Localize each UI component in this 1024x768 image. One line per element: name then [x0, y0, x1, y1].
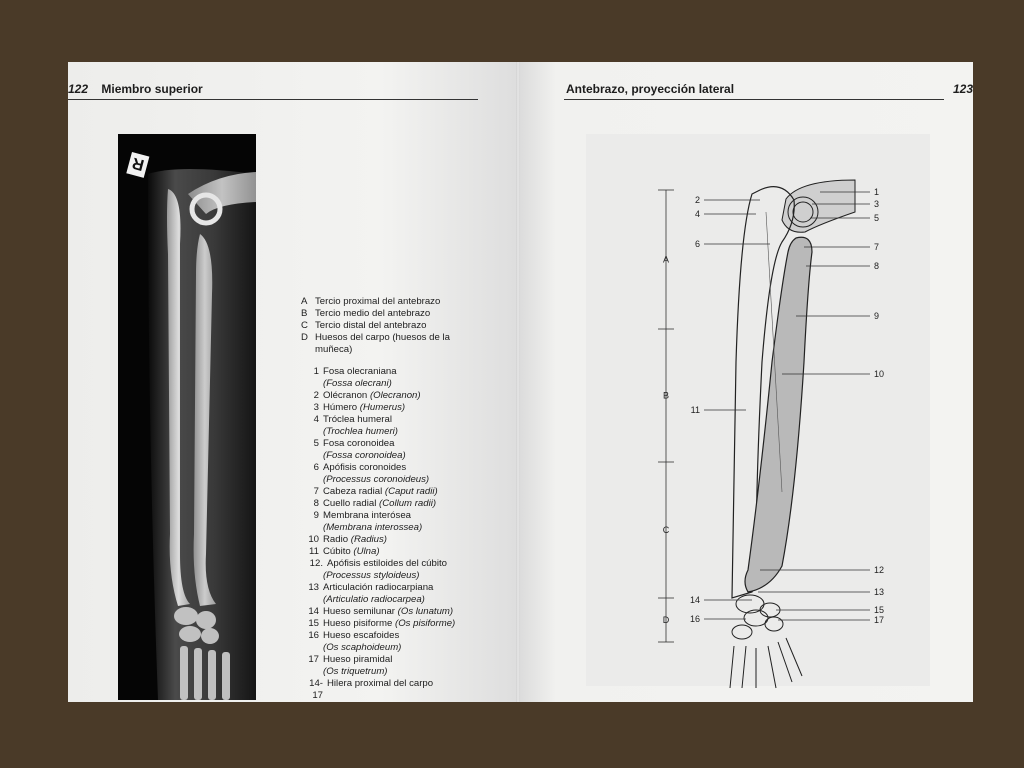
- legend-letter-row: [301, 320, 511, 332]
- legend-number-latin: (Os lunatum): [397, 606, 454, 617]
- legend-number-name: Hueso escafoides: [323, 630, 400, 641]
- callout-right-5: 5: [874, 213, 880, 223]
- legend-number-row: [301, 438, 511, 450]
- legend-number-key: 1: [313, 366, 319, 377]
- legend-number-text: [323, 486, 511, 498]
- legend-letter-cont: [301, 344, 511, 356]
- callout-right-12: 12: [874, 565, 885, 575]
- callout-right-1: 1: [874, 187, 880, 197]
- legend-number-name: Fosa olecraniana: [323, 366, 397, 377]
- legend-number-latin: (Radius): [350, 534, 388, 545]
- legend-number-latin: (Olecranon): [369, 390, 421, 401]
- callout-right-8: 8: [874, 261, 880, 271]
- legend-number-key: 15: [308, 618, 319, 629]
- legend-number-text: [323, 498, 511, 510]
- right-page: [520, 62, 973, 702]
- legend-number-text: [323, 462, 511, 474]
- legend-number-latin: (Articulatio radiocarpea): [323, 594, 425, 605]
- legend-number-latin: (Processus styloideus): [323, 570, 420, 581]
- legend-number-name: Articulación radiocarpiana: [323, 582, 434, 593]
- callout-left-14: 14: [689, 595, 700, 605]
- right-section-title: Antebrazo, proyección lateral: [566, 82, 735, 96]
- segment-label-c: C: [662, 525, 670, 535]
- legend-number-name: Cúbito: [323, 546, 351, 557]
- legend-number-row: [301, 606, 511, 618]
- legend-number-name: Cabeza radial: [323, 486, 383, 497]
- legend-number-name: Radio: [323, 534, 349, 545]
- legend-number-name: Hueso piramidal: [323, 654, 393, 665]
- legend-number-key: 13: [308, 582, 319, 593]
- legend-number-row: [301, 546, 511, 558]
- legend-letter-text: Tercio distal del antebrazo: [315, 320, 427, 331]
- legend-letter-row: [301, 296, 511, 308]
- legend-letter-text: Tercio proximal del antebrazo: [315, 296, 441, 307]
- callout-left-4: 4: [694, 209, 700, 219]
- legend-number-row: [301, 414, 511, 426]
- legend-number-latin: (Collum radii): [379, 498, 437, 509]
- legend-number-name: Membrana interósea: [323, 510, 411, 521]
- xray-side-marker: R: [130, 153, 147, 174]
- legend-number-latin: (Membrana interossea): [323, 522, 423, 533]
- callout-left-16: 16: [689, 614, 700, 624]
- legend-number-name: Tróclea humeral: [323, 414, 392, 425]
- legend-number-key: 16: [308, 630, 319, 641]
- legend-number-name: Cuello radial: [323, 498, 377, 509]
- legend-number-key: 10: [308, 534, 319, 545]
- legend-number-text: [323, 546, 511, 558]
- callout-right-13: 13: [874, 587, 885, 597]
- callout-right-15: 15: [874, 605, 885, 615]
- legend-number-name: Hilera proximal del carpo: [327, 678, 434, 689]
- legend-number-text: [323, 534, 511, 546]
- left-page-header: [68, 82, 203, 96]
- legend-number-row: [301, 366, 511, 378]
- legend-number-key: 4: [313, 414, 319, 425]
- legend-number-latin: (Caput radii): [384, 486, 438, 497]
- legend-letter-key: A: [301, 296, 308, 307]
- legend-number-text: [323, 630, 511, 642]
- legend-number-row: [301, 498, 511, 510]
- legend-number-text: [327, 558, 511, 570]
- legend-number-key: 2: [313, 390, 319, 401]
- callout-right-10: 10: [874, 369, 885, 379]
- segment-label-b: B: [662, 390, 670, 401]
- legend-number-key: 8: [313, 498, 319, 509]
- legend-number-key: 6: [313, 462, 319, 473]
- legend-letter-row: [301, 332, 511, 344]
- legend-number-name: Apófisis estiloides del cúbito: [327, 558, 447, 569]
- legend-number-row: [301, 582, 511, 594]
- right-page-number: 123: [953, 82, 973, 96]
- legend-letter-key: C: [301, 320, 308, 331]
- legend-number-row: [301, 534, 511, 546]
- legend-number-key: 11: [309, 546, 319, 557]
- legend-number-latin: (Os scaphoideum): [323, 642, 402, 653]
- legend-number-latin: (Processus coronoideus): [323, 474, 430, 485]
- legend-number-text: [323, 438, 511, 450]
- legend-letter-text: Tercio medio del antebrazo: [315, 308, 431, 319]
- legend-number-latin: (Humerus): [359, 402, 406, 413]
- legend-number-text: [327, 678, 511, 702]
- legend-number-row: [301, 510, 511, 522]
- legend-number-latin: (Os pisiforme): [395, 618, 456, 629]
- legend-number-row: [301, 390, 511, 402]
- legend-number-text: [323, 414, 511, 426]
- legend-number-latin: (Fossa olecrani): [323, 378, 392, 389]
- legend-number-key: 14-17: [309, 678, 323, 701]
- legend-letter-cont-text: muñeca): [315, 344, 353, 355]
- legend-number-row: [301, 654, 511, 666]
- left-page: [68, 62, 516, 702]
- legend-number-text: [323, 390, 511, 402]
- legend-number-row: [301, 678, 511, 702]
- legend-number-name: Húmero: [323, 402, 358, 413]
- legend-number-latin: (Fossa coronoidea): [323, 450, 406, 461]
- legend-number-key: 14: [308, 606, 319, 617]
- legend-number-name: Apófisis coronoides: [323, 462, 407, 473]
- callout-left-6: 6: [694, 239, 700, 249]
- legend-number-text: [323, 582, 511, 594]
- legend-number-row: [301, 462, 511, 474]
- legend-spacer: [301, 344, 315, 356]
- callout-right-3: 3: [874, 199, 880, 209]
- legend-number-row: [301, 630, 511, 642]
- legend-number-row: [301, 402, 511, 414]
- legend-number-text: [323, 606, 511, 618]
- legend-letters: [301, 296, 511, 356]
- legend-number-row: [301, 558, 511, 570]
- legend-number-name: Fosa coronoidea: [323, 438, 395, 449]
- callout-right-17: 17: [874, 615, 885, 625]
- legend-number-latin: (Ulna): [353, 546, 380, 557]
- legend-number-row: [301, 486, 511, 498]
- callout-left-2: 2: [694, 195, 700, 205]
- legend-number-key: 3: [313, 402, 319, 413]
- legend-letter-key: B: [301, 308, 308, 319]
- legend-number-text: [323, 366, 511, 378]
- forearm-diagram: [520, 62, 973, 702]
- legend-number-key: 17: [308, 654, 319, 665]
- legend-number-name: Hueso pisiforme: [323, 618, 393, 629]
- legend-letter-text: Huesos del carpo (huesos de la: [315, 332, 450, 343]
- legend-number-key: 9: [313, 510, 319, 521]
- forearm-xray-image: [118, 134, 256, 700]
- legend-letter-key: D: [301, 332, 308, 343]
- legend-number-name: Hueso semilunar: [323, 606, 395, 617]
- legend-number-key: 5: [313, 438, 319, 449]
- callout-left-11: 11: [690, 405, 700, 415]
- legend-number-key: 7: [313, 486, 319, 497]
- left-section-title: Miembro superior: [101, 82, 203, 96]
- legend-number-text: [323, 510, 511, 522]
- legend: [301, 296, 511, 702]
- legend-number-key: 12.: [309, 558, 323, 569]
- legend-number-latin: (Os triquetrum): [323, 666, 388, 677]
- left-header-rule: [68, 99, 478, 100]
- legend-number-text: [323, 402, 511, 414]
- legend-letter-row: [301, 308, 511, 320]
- callout-right-9: 9: [874, 311, 880, 321]
- legend-number-row: [301, 618, 511, 630]
- legend-number-latin: (Trochlea humeri): [323, 426, 398, 437]
- left-page-number: 122: [68, 82, 89, 96]
- legend-number-name: Olécranon: [323, 390, 368, 401]
- segment-label-d: D: [662, 615, 670, 625]
- legend-numbers: [301, 366, 511, 702]
- segment-label-a: A: [662, 254, 670, 265]
- legend-number-text: [323, 654, 511, 666]
- callout-right-7: 7: [874, 242, 880, 252]
- legend-number-text: [323, 618, 511, 630]
